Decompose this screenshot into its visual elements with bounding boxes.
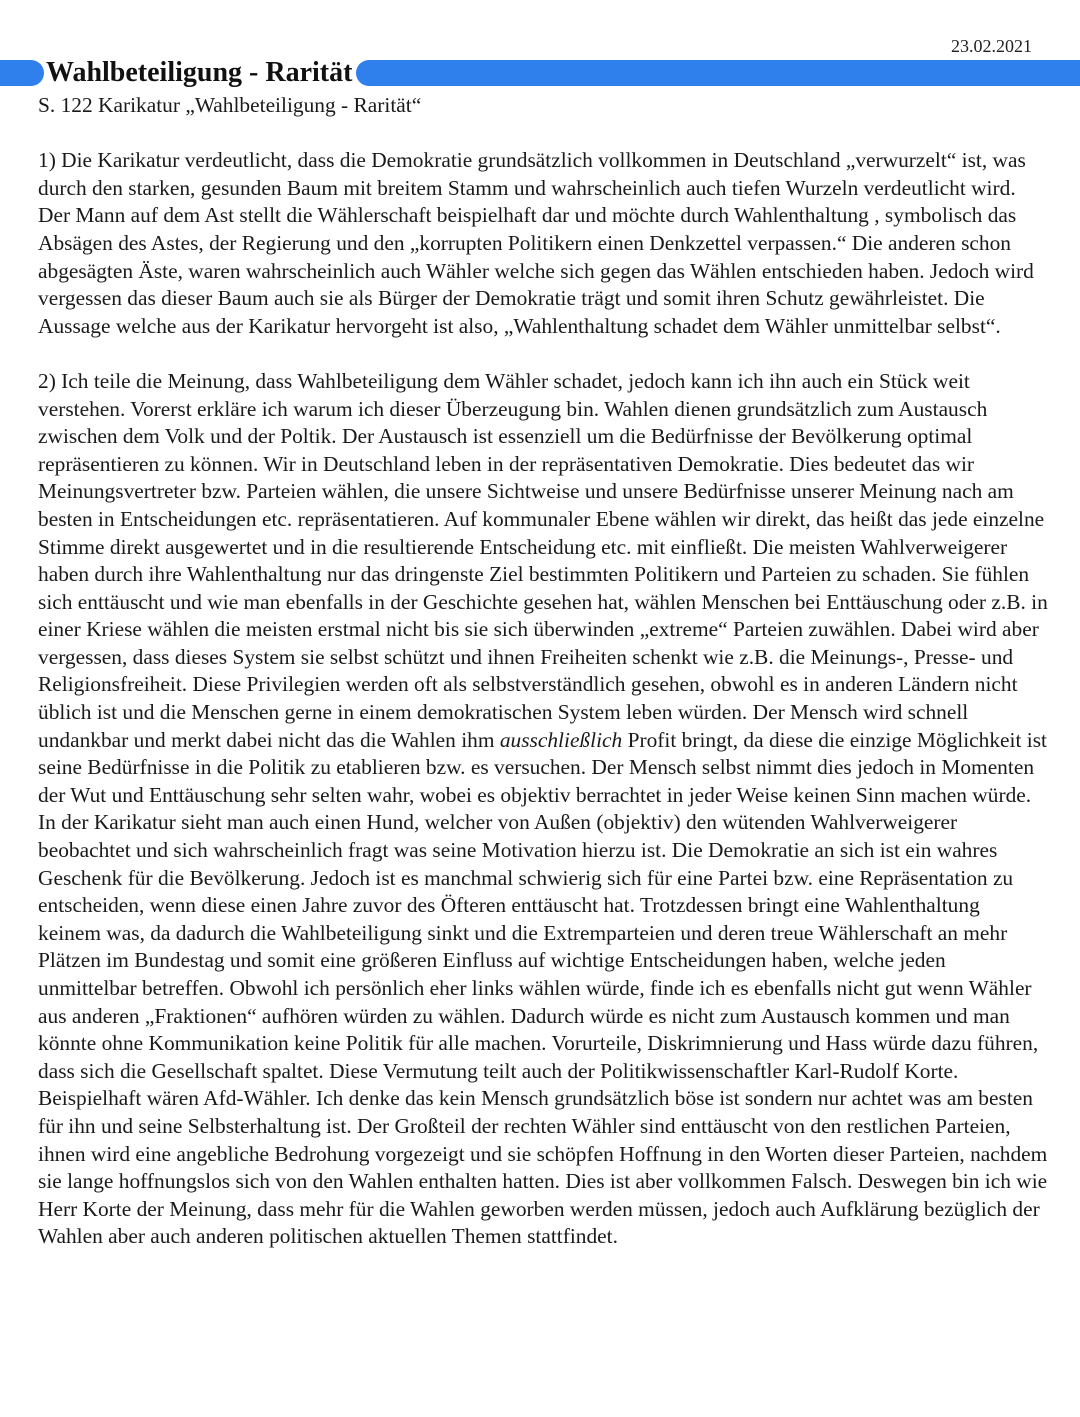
document-date: 23.02.2021 <box>951 36 1032 56</box>
page-subtitle: S. 122 Karikatur „Wahlbeteiligung - Rarität“ <box>38 93 422 117</box>
title-accent-right <box>356 60 1080 86</box>
paragraph-1: 1) Die Karikatur verdeutlicht, dass die Demokratie grundsätzlich vollkommen in Deutschland „verwurzelt“ ist, was durch den starken, gesunden Baum mit breitem Stamm und wahrscheinlich auch tiefen Wurzeln verdeutlicht wird. Der Mann auf dem Ast stellt die Wählerschaft beispielhaft dar und möchte durch Wahlenthaltung , symbolisch das Absägen des Astes, der Regierung und den „korrupten Politikern einen Denkzettel verpassen.“ Die anderen schon abgesägten Äste, waren wahrscheinlich auch Wähler welche sich gegen das Wählen entschieden haben. Jedoch wird vergessen das dieser Baum auch sie als Bürger der Demokratie trägt und somit ihren Schutz gewährleistet. Die Aussage welche aus der Karikatur hervorgeht ist also, „Wahlenthaltung schadet dem Wähler unmittelbar selbst“. <box>38 148 1034 338</box>
title-bar <box>0 56 1080 90</box>
paragraph-2-emphasis: ausschließlich <box>499 727 623 752</box>
page-title: Wahlbeteiligung - Rarität <box>46 57 353 88</box>
title-accent-left <box>0 60 44 86</box>
paragraph-2-part-1: 2) Ich teile die Meinung, dass Wahlbeteiligung dem Wähler schadet, jedoch kann ich ihn auch ein Stück weit verstehen. Vorerst erkläre ich warum ich dieser Überzeugung bin. Wahlen dienen grundsätzlich zum Austausch zwischen dem Volk und der Poltik. Der Austausch ist essenziell um die Bedürfnisse der Bevölkerung optimal repräsentieren zu können. Wir in Deutschland leben in der repräsentativen Demokratie. Dies bedeutet das wir Meinungsvertreter bzw. Parteien wählen, die unsere Sichtweise und unsere Bedürfnisse unserer Meinung nach am besten in Entscheidungen etc. repräsentatieren. Auf kommunaler Ebene wählen wir direkt, das heißt das jede einzelne Stimme direkt ausgewertet und in die resultierende Entscheidung etc. mit einfließt. Die meisten Wahlverweigerer haben durch ihre Wahlenthaltung nur das dringenste Ziel bestimmten Politikern und Parteien zu schaden. Sie fühlen sich enttäuscht und wie man ebenfalls in der Geschichte gesehen hat, wählen Menschen bei Enttäuschung oder z.B. in einer Kriese wählen die meisten erstmal nicht bis sie sich überwinden „extreme“ Parteien zuwählen. Dabei wird aber vergessen, dass dieses System sie selbst schützt und ihnen Freiheiten schenkt wie z.B. die Meinungs-, Presse- und Religionsfreiheit. Diese Privilegien werden oft als selbstverständlich gesehen, obwohl es in anderen Ländern nicht üblich ist und die Menschen gerne in einem demokratischen System leben würden. Der Mensch wird schnell undankbar und merkt dabei nicht das die Wahlen ihm <box>38 368 1048 752</box>
paragraph-2-part-2: Profit bringt, da diese die einzige Möglichkeit ist seine Bedürfnisse in die Politik zu etablieren bzw. es versuchen. Der Mensch selbst nimmt dies jedoch in Momenten der Wut und Enttäuschung sehr selten wahr, wobei es objektiv berrachtet in jeder Weise keinen Sinn machen würde. In der Karikatur sieht man auch einen Hund, welcher von Außen (objektiv) den wütenden Wahlverweigerer beobachtet und sich wahrscheinlich fragt was seine Motivation hierzu ist. Die Demokratie an sich ist ein wahres Geschenk für die Bevölkerung. Jedoch ist es manchmal schwierig sich für eine Partei bzw. eine Repräsentation zu entscheiden, wenn diese einen Jahre zuvor des Öfteren enttäuscht hat. Trotzdessen bringt eine Wahlenthaltung keinem was, da dadurch die Wahlbeteiligung sinkt und die Extremparteien und deren treue Wählerschaft an mehr Plätzen im Bundestag und somit eine größeren Einfluss auf wichtige Entscheidungen haben, welche jeden unmittelbar betreffen. Obwohl ich persönlich eher links wählen würde, finde ich es ebenfalls nicht gut wenn Wähler aus anderen „Fraktionen“ aufhören würden zu wählen. Dadurch würde es nicht zum Austausch kommen und man könnte ohne Kommunikation keine Politik für alle machen. Vorurteile, Diskrimnierung und Hass würde dazu führen, dass sich die Gesellschaft spaltet. Diese Vermutung teilt auch der Politikwissenschaftler Karl-Rudolf Korte. Beispielhaft wären Afd-Wähler. Ich denke das kein Mensch grundsätzlich böse ist sondern nur achtet was am besten für ihn und seine Selbsterhaltung ist. Der Großteil der rechten Wähler sind enttäuscht von den restlichen Parteien, ihnen wird eine angebliche Bedrohung vorgezeigt und sie schöpfen Hoffnung in den Worten dieser Parteien, nachdem sie lange hoffnungslos sich von den Wahlen enthalten hatten. Dies ist aber vollkommen Falsch. Deswegen bin ich wie Herr Korte der Meinung, dass mehr für die Wahlen geworben werden müssen, jedoch auch Aufklärung bezüglich der Wahlen aber auch anderen politischen aktuellen Themen stattfindet. <box>38 727 1048 1249</box>
document-body <box>38 92 1048 1251</box>
paragraph-2 <box>38 368 1048 1251</box>
